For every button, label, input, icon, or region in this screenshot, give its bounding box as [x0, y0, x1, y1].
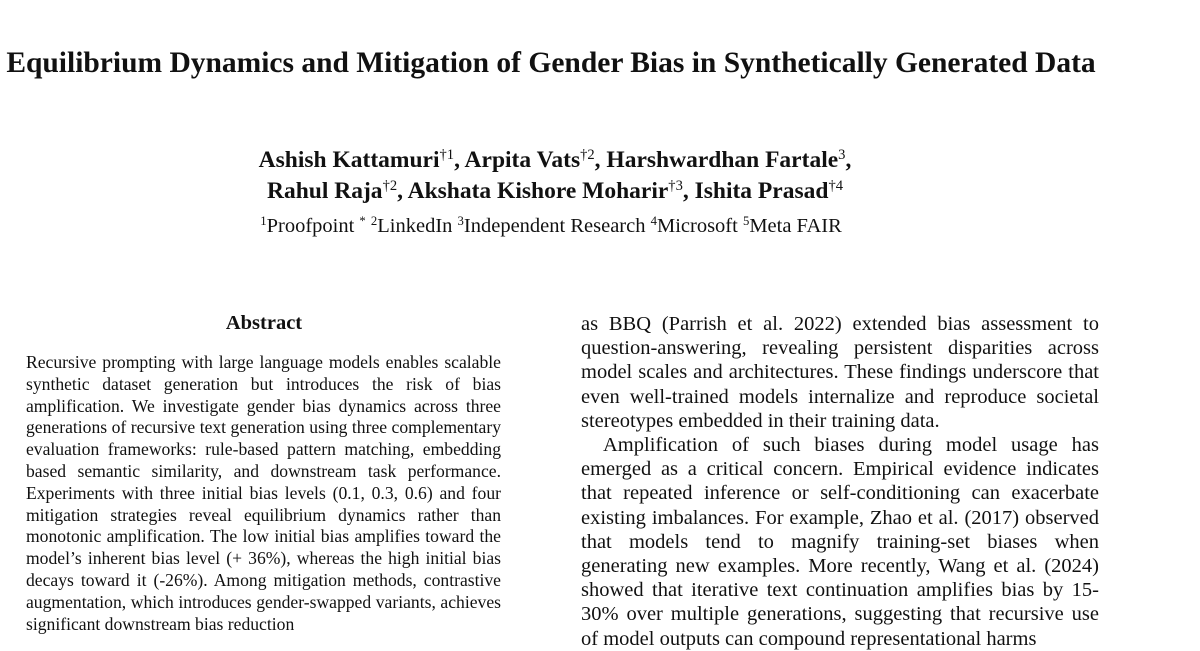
- affiliation-number: 2: [370, 214, 378, 229]
- affiliation-number: 5: [742, 214, 750, 229]
- affiliation-number: 4: [650, 214, 657, 229]
- author-name: Arpita Vats: [464, 147, 581, 173]
- affiliation-number: 3: [457, 214, 464, 229]
- author-mark: †2: [580, 147, 595, 163]
- abstract-text: Recursive prompting with large language models enables scalable synthetic dataset generation but introduces the risk of bias amplification. We investigate gender bias dynamics across three generations of recursive text generation using three complementary evaluation frameworks: rule-based pattern matching, embedding based semantic similarity, and downstream task performance. Experiments with three initial bias levels (0.1, 0.3, 0.6) and four mitigation strategies reveal equilibrium dynamics rather than monotonic amplification. The low initial bias amplifies toward the model’s inherent bias level (+ 36%), whereas the high initial bias decays toward it (-26%). Among mitigation methods, contrastive augmentation, which introduces gender-swapped variants, achieves significant downstream bias reduction: [26, 352, 501, 634]
- author-mark: †3: [668, 178, 683, 194]
- paragraph: as BBQ (Parrish et al. 2022) extended bias assessment to question-answering, revealing persistent disparities across model scales and architectures. These findings underscore that even well-trained models internalize and reproduce societal stereotypes embedded in their training data.: [581, 313, 1099, 432]
- author-mark: †4: [828, 178, 843, 194]
- affiliation-name: Proofpoint: [266, 215, 355, 237]
- author-separator: ,: [845, 147, 852, 173]
- author-line-1: [0, 145, 1110, 176]
- author-name: Ashish Kattamuri: [258, 147, 440, 173]
- author-separator: ,: [454, 147, 465, 173]
- right-column: [581, 312, 1099, 651]
- affiliation-footnote-mark: *: [359, 214, 366, 229]
- abstract-heading: Abstract: [225, 312, 303, 334]
- affiliation-number: 1: [260, 214, 267, 229]
- author-separator: ,: [682, 178, 695, 204]
- affiliation-name: Meta FAIR: [749, 215, 842, 237]
- author-line-2: [0, 176, 1110, 207]
- author-list: [0, 145, 1110, 207]
- affiliation-name: Microsoft: [656, 215, 738, 237]
- author-separator: ,: [397, 178, 408, 204]
- author-name: Harshwardhan Fartale: [606, 147, 839, 173]
- author-mark: †1: [439, 147, 455, 163]
- affiliations: [0, 213, 1102, 239]
- affiliation-name: LinkedIn: [377, 215, 453, 237]
- author-name: Ishita Prasad: [694, 178, 829, 204]
- paragraph: Amplification of such biases during model usage has emerged as a critical concern. Empirical evidence indicates that repeated inference or self-conditioning can exacerbate existing imbalances. For example, Zhao et al. (2017) observed that models tend to magnify training-set biases when generating new examples. More recently, Wang et al. (2024) showed that iterative text continuation amplifies bias by 15-30% over multiple generations, suggesting that recursive use of model outputs can compound representational harms: [581, 434, 1099, 650]
- author-name: Rahul Raja: [267, 178, 383, 204]
- author-mark: 3: [838, 147, 846, 163]
- author-separator: ,: [594, 147, 607, 173]
- author-name: Akshata Kishore Moharir: [407, 178, 669, 204]
- paper-title: Equilibrium Dynamics and Mitigation of Gender Bias in Synthetically Generated Data: [6, 47, 1096, 79]
- author-mark: †2: [382, 178, 398, 194]
- affiliation-name: Independent Research: [463, 215, 646, 237]
